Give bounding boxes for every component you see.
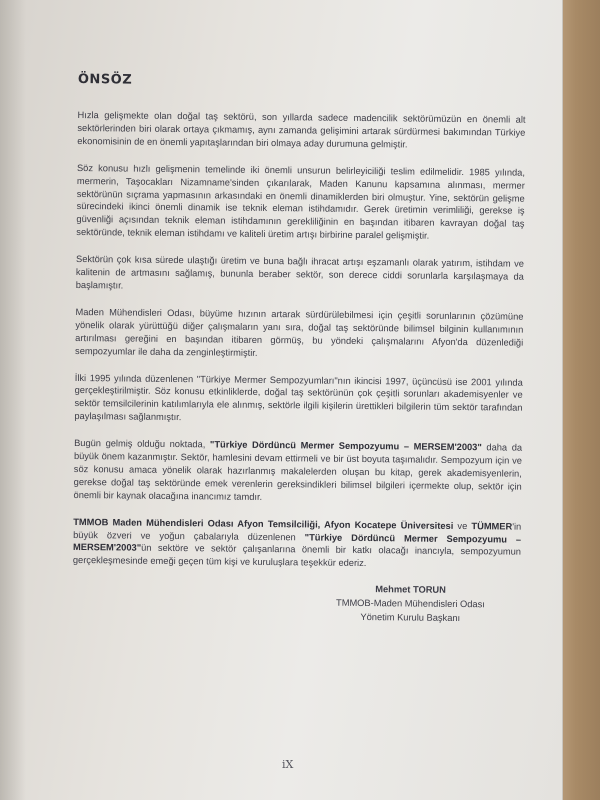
paragraph-7-text-1: ve xyxy=(453,520,472,531)
paragraph-6 xyxy=(74,437,523,506)
signature-block xyxy=(310,582,510,626)
paragraph-3: Sektörün çok kısa sürede ulaştığı üretim ve buna bağlı ihracat artışı eşzamanlı olarak yatırım, istihdam ve kalitenin de artmasını sağlamış, bununla beraber sektör, son derece ciddi sorunlarla karşılaşmaya da başlamıştır. xyxy=(75,254,525,291)
paragraph-6-text-1: Bugün gelmiş olduğu noktada, xyxy=(74,438,211,450)
paragraph-2: Söz konusu hızlı gelişmenin temelinde iki önemli unsurun belirleyiciliği teslim edilmelidir. 1985 yılında, mermerin, Taşocakları Nizamname'sinden çıkarılarak, Maden Kanunu kapsamına alınması, mermer sektörünün sıçrama yapmasının arkasındaki en önemli dinamiklerden biri olmuştur. Yine, sektörün gelişme sürecindeki ikinci önemli dinamik ise teknik eleman istihdamıdır. Gerek üretimin verimliliği, gerekse iş güvenliği açısından teknik eleman istihdamının gerekliliğinin en başından itibaren kavrayan doğal taş sektöründe, teknik eleman istihdamı ve kaliteli üretim artışı birbirine paralel gelişmiştir. xyxy=(76,162,526,241)
paragraph-7-tummer: TÜMMER xyxy=(471,520,513,532)
document-body xyxy=(72,72,526,626)
paragraph-7-text-2: 'in büyük özveri ve yoğun çabalarıyla düzenlenen xyxy=(73,521,522,542)
paragraph-1: Hızla gelişmekte olan doğal taş sektörü, son yıllarda sadece madencilik sektörümüzün en önemli alt sektörlerinden biri olarak ortaya çıkmamış, aynı zamanda gelişimini artarak sürdürmesi bakımından Türkiye ekonomisinin de en önemli yapıtaşlarından biri olmaya aday durumuna gelmiştir. xyxy=(77,109,526,150)
paragraph-7-organizers: TMMOB Maden Mühendisleri Odası Afyon Temsilciliği, Afyon Kocatepe Üniversitesi xyxy=(73,516,454,531)
paragraph-5: İlki 1995 yılında düzenlenen "Türkiye Mermer Sempozyumları"nın ikincisi 1997, üçüncüsü ise 2001 yılında gerçekleştirilmiştir. Söz konusu etkinliklerde, doğal taş sektörünün çok çeşitli sorunları akademisyenler ve sektör temsilcilerinin katılımlarıyla ele alınmış, sektörle ilgili kişilerin ürettikleri bilgilerin tüm sektör tarafından paylaşılması sağlanmıştır. xyxy=(74,372,523,423)
page-number: iX xyxy=(282,758,294,771)
page-heading: ÖNSÖZ xyxy=(77,72,133,88)
table-background xyxy=(560,0,600,800)
paragraph-7-text-3: ün sektöre ve sektör çalışanlarına önemli bir katkı olacağı inancıyla, sempozyumun gerçekleşmesinde emeği geçen tüm kişi ve kuruluşlara teşekkür ederiz. xyxy=(72,543,522,569)
paragraph-6-symposium-name: "Türkiye Dördüncü Mermer Sempozyumu – MERSEM'2003" xyxy=(209,439,482,453)
paragraph-4: Maden Mühendisleri Odası, büyüme hızının artarak sürdürülebilmesi için çeşitli sorunlarının çözümüne yönelik olarak yürüttüğü diğer çalışmaların yanı sıra, doğal taş sektöründe bilimsel bilginin kullanımının artırılması gereğini en başından itibaren görmüş, bu yöndeki çalışmalarını Afyon'da düzenlediği sempozyumlar ile daha da zenginleştirmiştir. xyxy=(75,306,524,358)
signatory-name: Mehmet TORUN xyxy=(375,584,446,596)
paragraph-7-symposium-name: "Türkiye Dördüncü Mermer Sempozyumu – MERSEM'2003" xyxy=(72,531,522,554)
paragraph-6-text-2: daha da büyük önem kazanmıştır. Sektör, hamlesini devam ettirmeli ve bir üst boyuta taşımalıdır. Sempozyum için ve söz konusu amaca yönelik olarak hazırlanmış makalelerden oluşan bu kitap, gerek akademisyenlerin, gerekse doğal taş sektöründe emek verenlerin gereksindikleri bilimsel bilgileri içermekte olup, sektör için önemli bir kaynak olacağına inancımız tamdır. xyxy=(73,442,523,502)
paragraph-7 xyxy=(73,516,522,572)
signatory-organization: TMMOB-Maden Mühendisleri Odası xyxy=(335,598,485,610)
signatory-title: Yönetim Kurulu Başkanı xyxy=(360,612,461,624)
